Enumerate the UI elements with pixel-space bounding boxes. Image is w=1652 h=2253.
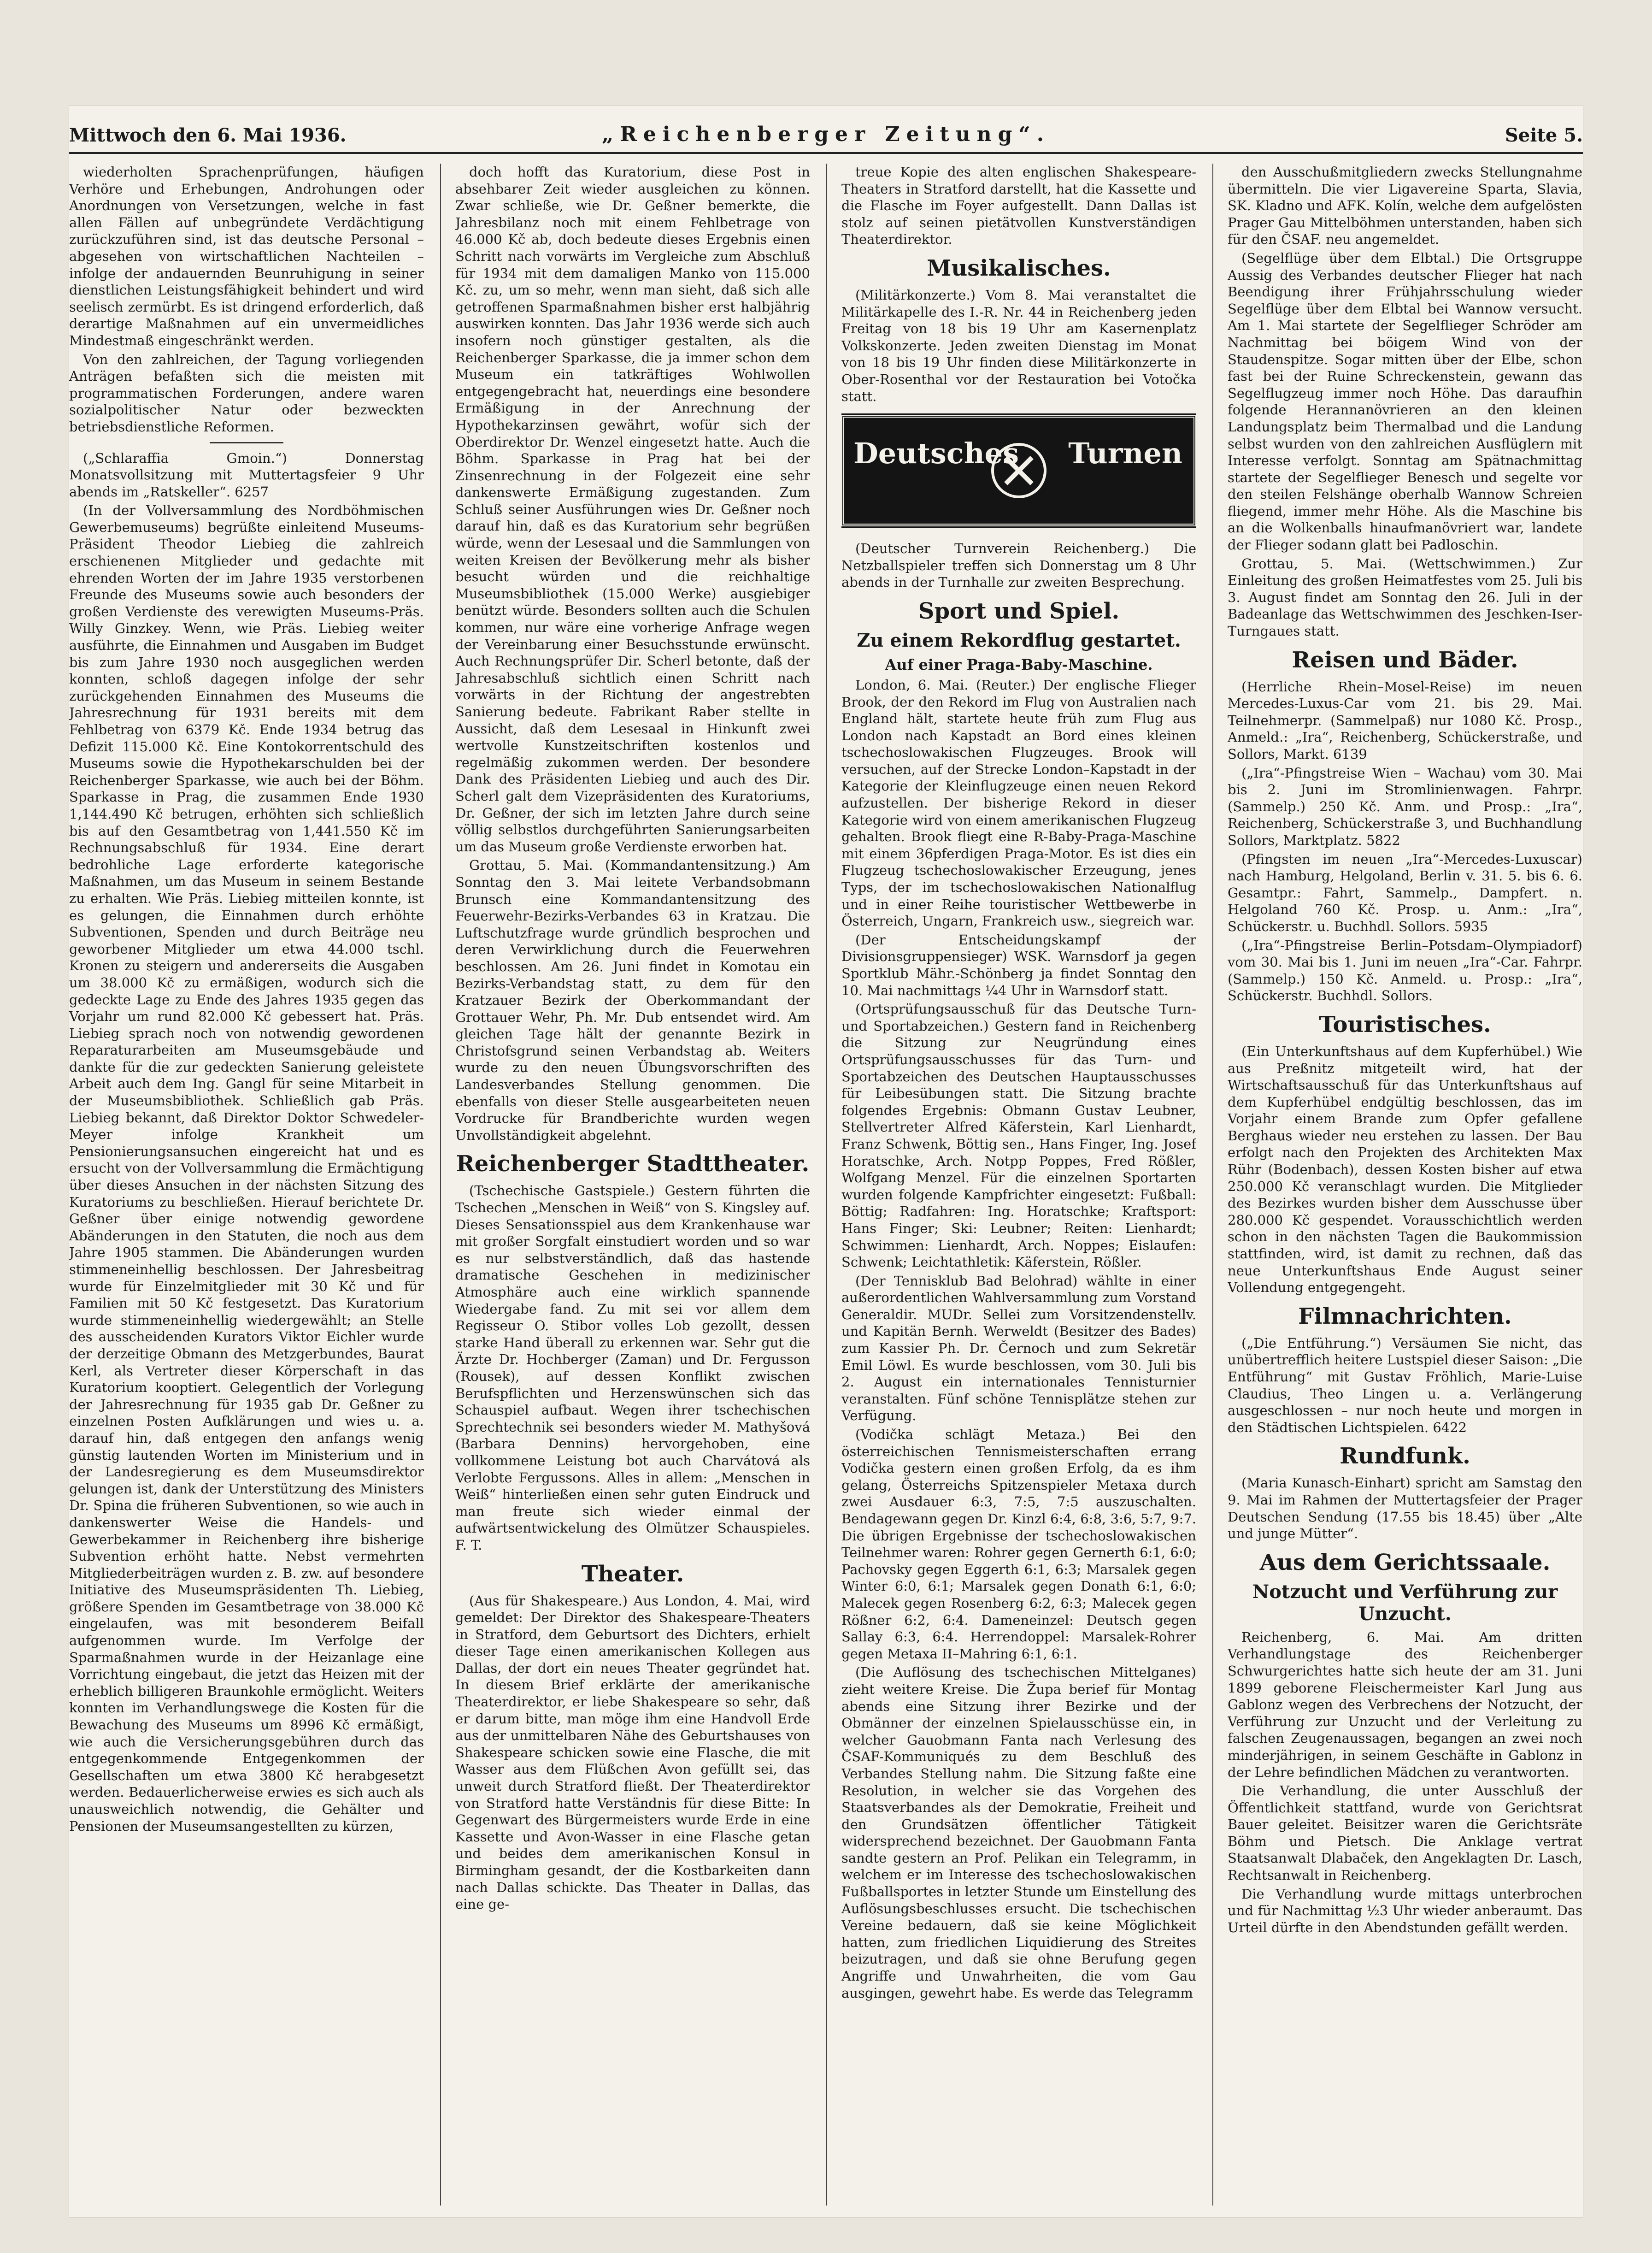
article-text: (Deutscher Turnverein Reichenberg.) Die Netzballspieler treffen sich Donnerstag um 8 Uhr abends in der Turnhalle zur zweiten Besprechung.	[841, 541, 1196, 590]
section-heading: Rundfunk.	[1340, 1443, 1470, 1469]
section-heading: Aus dem Gerichtssaale.	[1259, 1549, 1551, 1575]
article-text: (Ein Unterkunftshaus auf dem Kupferhübel.) Wie aus Preßnitz mitgeteilt wird, hat der Wirtschaftsausschuß für das Unterkunftshaus auf dem Kupferhübel endgültig beschlossen, das im Vorjahr einem Brande zum Opfer gefallene Berghaus wieder neu erstehen zu lassen. Der Bau erfolgt nach den Projekten des Architekten Max Rühr (Bodenbach), dessen Kosten bisher auf etwa 250.000 Kč veranschlagt wurden. Die Mitglieder des Bezirkes wurden bisher dem Ausschusse über 280.000 Kč gespendet. Vorausschichtlich werden schon in den nächsten Tagen die Baukommission stattfinden, wird, ist damit zu rechnen, daß das neue Unterkunftshaus Ende August seiner Vollendung entgegengeht.	[1228, 1043, 1582, 1296]
section-heading: Reisen und Bäder.	[1292, 647, 1518, 673]
article-text: („Die Entführung.“) Versäumen Sie nicht, das unübertrefflich heitere Lustspiel dieser Saison: „Die Entführung“ mit Gustav Fröhlich, Marie-Luise Claudius, Theo Lingen u. a. Verlängerung ausgeschlossen – nur noch heute und morgen in den Städtischen Lichtspielen. 6422	[1228, 1335, 1582, 1435]
travel-notice: („Ira“-Pfingstreise Berlin–Potsdam–Olympiadorf) vom 30. Mai bis 1. Juni im neuen „Ira“-Car. Fahrpr. (Sammelp.) 150 Kč. Anmeld. u. Prosp.: „Ira“, Schückerstr. Buchhdl. Sollors.	[1228, 937, 1582, 1004]
article-text: (Der Tennisklub Bad Belohrad) wählte in einer außerordentlichen Wahlversammlung zum Vorstand Generaldir. MUDr. Sellei zum Vorsitzendenstellv. und Kapitän Bernh. Werweldt (Besitzer des Bades) zum Kassier Ph. Dr. Černoch und zum Sekretär Emil Löwl. Es wurde beschlossen, vom 30. Juli bis 2. August ein internationales Tennisturnier veranstalten. Fünf schöne Tennisplätze stehen zur Verfügung.	[841, 1273, 1196, 1424]
travel-notice: („Ira“-Pfingstreise Wien – Wachau) vom 30. Mai bis 2. Juni im Stromlinienwagen. Fahrpr. (Sammelp.) 250 Kč. Anm. und Prosp.: „Ira“, Reichenberg, Schückerstraße 3, und Buchhandlung Sollors, Marktplatz. 5822	[1228, 765, 1582, 848]
article-text: treue Kopie des alten englischen Shakespeare-Theaters in Stratford darstellt, hat die Kassette und die Flasche im Foyer aufgestellt. Dann Dallas ist stolz auf seinen pietätvollen Kunstverständigen Theaterdirektor.	[841, 164, 1196, 248]
divider	[210, 442, 283, 443]
turner-cross-icon	[991, 443, 1046, 498]
article-text: (Der Entscheidungskampf der Divisionsgruppensieger) WSK. Warnsdorf ja gegen Sportklub Mähr.-Schönberg ja findet Sonntag den 10. Mai nachmittags ¼4 Uhr in Warnsdorf statt.	[841, 932, 1196, 998]
article-text: (Aus für Shakespeare.) Aus London, 4. Mai, wird gemeldet: Der Direktor des Shakespeare-Theaters in Stratford, dem Geburtsort des Dichters, erhielt dieser Tage einen amerikanischen Kollegen aus Dallas, der dort ein neues Theater gegründet hat. In diesem Brief erklärte der amerikanische Theaterdirektor, er liebe Shakespeare so sehr, daß er darum bitte, man möge ihm eine Handvoll Erde aus der unmittelbaren Nähe des Geburtshauses von Shakespeare schicken sowie eine Flasche, die mit Wasser aus dem Flüßchen Avon gefüllt sei, das unweit durch Stratford fließt. Der Theaterdirektor von Stratford hatte Verständnis für diese Bitte: In Gegenwart des Bürgermeisters wurde Erde in eine Kassette und Avon-Wasser in eine Flasche getan und beides dem amerikanischen Konsul in Birmingham gesandt, der die Kostbarkeiten dann nach Dallas schickte. Das Theater in Dallas, das eine ge-	[455, 1592, 810, 1912]
article-text: (Segelflüge über dem Elbtal.) Die Ortsgruppe Aussig des Verbandes deutscher Flieger hat nach Beendigung ihrer Frühjahrsschulung wieder Segelflüge über dem Elbtal bei Wannow versucht. Am 1. Mai startete der Segelflieger Schröder am Nachmittag bei böigem Wind von der Staudenspitze. Sogar mitten über der Elbe, schon fast bei der Ruine Schreckenstein, gewann das Segelflugzeug immer noch Höhe. Das daraufhin folgende Herannanövrieren an den kleinen Landungsplatz beim Thermalbad und die Landung selbst wurden von den zahlreichen Ausflüglern mit Interesse verfolgt. Sonntag am Spätnachmittag startete der Segelflieger Benesch und segelte vor den steilen Felshänge oberhalb Wannow Schreien fliegend, immer mehr Höhe. Als die Maschine bis an die Wolkenballs hinaufmanövriert war, landete der Flieger sodann glatt bei Padloschin.	[1228, 250, 1582, 553]
column-4	[1228, 164, 1582, 2206]
section-heading: Theater.	[581, 1561, 684, 1587]
section-heading: Reichenberger Stadttheater.	[456, 1151, 810, 1177]
newspaper-title: „Reichenberger Zeitung“.	[601, 123, 1051, 146]
issue-date: Mittwoch den 6. Mai 1936.	[69, 124, 347, 146]
article-headline: Zu einem Rekordflug gestartet.	[857, 629, 1181, 651]
article-text: Die Verhandlung, die unter Ausschluß der Öffentlichkeit stattfand, wurde von Gerichtsrat Bauer geleitet. Beisitzer waren die Gerichtsräte Böhm und Pietsch. Die Anklage vertrat Staatsanwalt Dlabaček, den Angeklagten Dr. Lasch, Rechtsanwalt in Reichenberg.	[1228, 1783, 1582, 1883]
article-text: (Tschechische Gastspiele.) Gestern führten die Tschechen „Menschen in Weiß“ von S. Kingsley auf. Dieses Sensationsspiel aus dem Krankenhause war mit großer Sorgfalt einstudiert worden und so war es nur selbstverständlich, daß das hastende dramatische Geschehen in medizinischer Atmosphäre auch eine wirklich spannende Wiedergabe fand. Zu mit sei vor allem dem Regisseur O. Stibor volles Lob gezollt, dessen starke Hand überall zu erkennen war. Sehr gut die Ärzte Dr. Hochberger (Zaman) und Dr. Fergusson (Rousek), auf dessen Konflikt zwischen Berufspflichten und Herzenswünschen sich das Schauspiel aufbaut. Wegen ihrer tschechischen Sprechtechnik sei besonders wieder M. Mathyšová (Barbara Dennins) hervorgehoben, eine vollkommene Leistung bot auch Charvátová als Verlobte Fergussons. Alles in allem: „Menschen in Weiß“ hinterließen einen sehr guten Eindruck und man freute sich wieder einmal der aufwärtsentwickelung des Olmützer Schauspieles. F. T.	[455, 1183, 810, 1553]
article-text: London, 6. Mai. (Reuter.) Der englische Flieger Brook, der den Rekord im Flug von Australien nach England hält, startete heute früh zum Flug aus London nach Kapstadt an Bord eines kleinen tschechoslowakischen Flugzeuges. Brook will versuchen, auf der Strecke London–Kapstadt in der Kategorie der Kleinflugzeuge einen neuen Rekord aufzustellen. Der bisherige Rekord in dieser Kategorie wird von einem amerikanischen Flugzeug gehalten. Brook fliegt eine R-Baby-Praga-Maschine mit einem 36pferdigen Praga-Motor. Es ist dies ein Flugzeug tschechoslowakischer Erzeugung, jenes Typs, der im tschechoslowakischen Nationalflug und in einer Reihe touristischer Wettbewerbe in Österreich, Ungarn, Frankreich usw., siegreich war.	[841, 677, 1196, 929]
section-heading: Touristisches.	[1319, 1011, 1491, 1038]
article-text: den Ausschußmitgliedern zwecks Stellungnahme übermitteln. Die vier Ligavereine Sparta, Slavia, SK. Kladno und AFK. Kolín, welche dem aufgelösten Prager Gau Mittelböhmen unterstanden, haben sich für den ČSAF. neu angemeldet.	[1228, 164, 1582, 248]
article-text: doch hofft das Kuratorium, diese Post in absehbarer Zeit wieder ausgleichen zu können. Zwar schließe, wie Dr. Geßner bemerkte, die Jahresbilanz noch mit einem Fehlbetrage von 46.000 Kč ab, doch bedeute dieses Ergebnis einen Schritt nach vorwärts im Vergleiche zum Abschluß für 1934 mit dem damaligen Manko von 115.000 Kč. zu, um so mehr, wenn man sieht, daß sich alle getroffenen Sparmaßnahmen bisher erst halbjährig auswirken konnten. Das Jahr 1936 werde sich auch insofern noch günstiger gestalten, als die Reichenberger Sparkasse, die ja immer schon dem Museum ein tatkräftiges Wohlwollen entgegengebracht hat, neuerdings eine besondere Ermäßigung in der Anrechnung der Hypothekarzinsen gewährt, wofür sich der Oberdirektor Dr. Wenzel eingesetzt hatte. Auch die Böhm. Sparkasse in Prag hat bei der Zinsenrechnung in der Folgezeit eine sehr dankenswerte Ermäßigung zugestanden. Zum Schluß seiner Ausführungen wies Dr. Geßner noch darauf hin, daß es das Kuratorium sehr begrüßen würde, wenn der Lesesaal und die Sammlungen von weiten Kreisen der Bevölkerung mehr als bisher besucht würden und die reichhaltige Museumsbibliothek (15.000 Werke) ausgiebiger benützt würde. Besonders sollten auch die Schulen kommen, nur wäre eine vorherige Anfrage wegen der Vereinbarung einer Besuchsstunde erwünscht. Auch Rechnungsprüfer Dir. Scherl betonte, daß der Jahresabschluß sichtlich einen Schritt nach vorwärts in der Richtung der angestrebten Sanierung bedeute. Fabrikant Raber stellte in Aussicht, daß dem Lesesaal in Hinkunft zwei wertvolle Kunstzeitschriften kostenlos und regelmäßig zukommen werden. Der besondere Dank des Präsidenten Liebieg und auch des Dir. Scherl galt dem Vizepräsidenten des Kuratoriums, Dr. Geßner, der sich im letzten Jahre durch seine völlig selbstlos durchgeführten Sanierungsarbeiten um das Museum große Verdienste erworben hat.	[455, 164, 810, 855]
section-heading: Sport und Spiel.	[918, 598, 1120, 624]
banner-word-left: Deutsches	[853, 436, 1019, 471]
article-text: (Vodička schlägt Metaza.) Bei den österreichischen Tennismeisterschaften errang Vodička gestern einen großen Erfolg, da es ihm gelang, Österreichs Spitzenspieler Metaxa durch zwei Ausdauer 6:3, 7:5, 7:5 auszuschalten. Bendagewann gegen Dr. Kinzl 6:4, 6:8, 3:6, 5:7, 9:7. Die übrigen Ergebnisse der tschechoslowakischen Teilnehmer waren: Rohrer gegen Gernerth 6:1, 6:0; Pachovsky gegen Eggerth 6:1, 6:3; Marsalek gegen Winter 6:0, 6:1; Marsalek gegen Donath 6:1, 6:0; Malecek gegen Rosenberg 6:2, 6:3; Malecek gegen Rößner 6:2, 6:4. Dameneinzel: Deutsch gegen Sallay 6:3, 6:4. Herrendoppel: Marsalek-Rohrer gegen Metaxa II–Mahring 6:1, 6:1.	[841, 1427, 1196, 1662]
masthead	[69, 120, 1583, 152]
column-separator	[1212, 164, 1213, 2206]
article-headline: Notzucht und Verführung zur Unzucht.	[1252, 1581, 1558, 1625]
banner-word-right: Turnen	[1068, 436, 1182, 471]
article-text: Grottau, 5. Mai. (Kommandantensitzung.) Am Sonntag den 3. Mai leitete Verbandsobmann Brunsch eine Kommandantensitzung des Feuerwehr-Bezirks-Verbandes 63 in Kratzau. Die Luftschutzfrage wurde gründlich besprochen und deren Verwirklichung durch die Feuerwehren beschlossen. Am 26. Juni findet in Komotau ein Bezirks-Verbandstag statt, zu dem für den Kratzauer Bezirk der Oberkommandant der Grottauer Wehr, Ph. Mr. Dub entsendet wird. Am gleichen Tage hält der genannte Bezirk in Christofsgrund seinen Verbandstag ab. Weiters wurde zu den neuen Übungsvorschriften des Landesverbandes Stellung genommen. Die ebenfalls von dieser Stelle ausgearbeiteten neuen Vordrucke für Brandberichte wurden wegen Unvollständigkeit abgelehnt.	[455, 857, 810, 1143]
article-text: wiederholten Sprachenprüfungen, häufigen Verhöre und Erhebungen, Androhungen oder Anordnungen von Versetzungen, welche in fast allen Fällen auf unbegründete Verdächtigung zurückzuführen sind, ist das deutsche Personal – abgesehen von wirtschaftlichen Nachteilen – infolge der andauernden Beunruhigung in seiner dienstlichen Leistungsfähigkeit behindert und wird seelisch zermürbt. Es ist dringend erforderlich, daß derartige Maßnahmen auf ein unvermeidliches Mindestmaß eingeschränkt werden.	[69, 164, 424, 348]
column-2	[455, 164, 810, 2206]
article-text: (Die Auflösung des tschechischen Mittelganes) zieht weitere Kreise. Die Župa berief für Montag abends eine Sitzung ihrer Bezirke und der Obmänner der einzelnen Spielausschüsse ein, in welcher Gauobmann Fanta nach Verlesung des ČSAF-Kommuniqués zu dem Beschluß des Verbandes Stellung nahm. Die Sitzung faßte eine Resolution, in welcher sie das Vorgehen des Staatsverbandes als der Demokratie, Freiheit und den Grundsätzen öffentlicher Tätigkeit widersprechend bezeichnet. Der Gauobmann Fanta sandte gestern an Prof. Pelikan ein Telegramm, in welchem er im Interesse des tschechoslowakischen Fußballsportes in letzter Stunde um Einstellung des Auflösungsbeschlusses ersucht. Die tschechischen Vereine bedauern, daß sie keine Möglichkeit hatten, zum friedlichen Liquidierung des Streites beizutragen, und daß sie ohne Berufung gegen Angriffe und Unwahrheiten, die vom Gau ausgingen, gewehrt habe. Es werde das Telegramm	[841, 1664, 1196, 2001]
deutsches-turnen-banner	[841, 415, 1196, 526]
column-1	[69, 164, 424, 2206]
travel-notice: (Pfingsten im neuen „Ira“-Mercedes-Luxuscar) nach Hamburg, Helgoland, Berlin v. 31. 5. bis 6. 6. Gesamtpr.: Fahrt, Sammelp., Dampfert. n. Helgoland 760 Kč. Prosp. u. Anm.: „Ira“, Schückerstr. u. Buchhdl. Sollors. 5935	[1228, 851, 1582, 934]
article-text: (Ortsprüfungsausschuß für das Deutsche Turn- und Sportabzeichen.) Gestern fand in Reichenberg die Sitzung zur Neugründung eines Ortsprüfungsausschusses für das Turn- und Sportabzeichen des Deutschen Hauptausschusses für Leibesübungen statt. Die Sitzung brachte folgendes Ergebnis: Obmann Gustav Leubner, Stellvertreter Alfred Käferstein, Karl Lienhardt, Franz Schwenk, Böttig sen., Hans Finger, Ing. Josef Horatschke, Arch. Notpp Poppes, Fred Rößler, Wolfgang Menzel. Für die einzelnen Sportarten wurden folgende Kampfrichter eingesetzt: Fußball: Böttig; Radfahren: Ing. Horatschke; Kraftsport: Hans Finger; Ski: Leubner; Reiten: Lienhardt; Schwimmen: Lienhardt, Arch. Noppes; Eislaufen: Schwenk; Leichtathletik: Käferstein, Rößler.	[841, 1001, 1196, 1270]
newspaper-page	[69, 106, 1583, 2217]
article-text: Reichenberg, 6. Mai. Am dritten Verhandlungstage des Reichenberger Schwurgerichtes hatte sich heute der am 31. Juni 1899 geborene Fleischermeister Karl Jung aus Gablonz wegen des Verbrechens der Notzucht, der Verführung zur Unzucht und der Verleitung zu falschen Zeugenaussagen, begangen an zwei noch minderjährigen, in seinem Geschäfte in Gablonz in der Lehre befindlichen Mädchen zu verantworten.	[1228, 1629, 1582, 1780]
article-text: Grottau, 5. Mai. (Wettschwimmen.) Zur Einleitung des großen Heimatfestes vom 25. Juli bis 3. August findet am Sonntag den 26. Juli in der Badeanlage das Wettschwimmen des Jeschken-Iser-Turngaues statt.	[1228, 555, 1582, 639]
column-3	[841, 164, 1196, 2206]
travel-notice: (Herrliche Rhein–Mosel-Reise) im neuen Mercedes-Luxus-Car vom 21. bis 29. Mai. Teilnehmerpr. (Sammelpaß) nur 1080 Kč. Prosp., Anmeld.: „Ira“, Reichenberg, Schückerstraße, und Sollors, Markt. 6139	[1228, 678, 1582, 762]
article-text: (In der Vollversammlung des Nordböhmischen Gewerbemuseums) begrüßte einleitend Museums-Präsident Theodor Liebieg die zahlreich erschienenen Mitglieder und gedachte mit ehrenden Worten der im Jahre 1935 verstorbenen Freunde des Museums sowie auch besonders der großen Verdienste des verewigten Museums-Präs. Willy Ginzkey. Wenn, wie Präs. Liebieg weiter ausführte, die Einnahmen und Ausgaben im Budget bis zum Jahre 1930 noch ausgeglichen werden konnten, schloß dagegen infolge der sehr zurückgehenden Einnahmen des Museums die Jahresrechnung für 1931 bereits mit dem Fehlbetrag von 6379 Kč. Ende 1934 betrug das Defizit 115.000 Kč. Eine Kontokorrentschuld des Museums sowie die Hypothekarschulden bei der Reichenberger Sparkasse, wie auch bei der Böhm. Sparkasse in Prag, die zusammen Ende 1930 1,144.490 Kč betrugen, erhöhten sich schließlich bis auf den Gesamtbetrag von 1,441.550 Kč im Rechnungsabschluß für 1934. Eine derart bedrohliche Lage erforderte kategorische Maßnahmen, um das Museum in seinem Bestande zu erhalten. Wie Präs. Liebieg mitteilen konnte, ist es gelungen, die Einnahmen durch erhöhte Subventionen, Spenden und durch Beiträge neu geworbener Mitglieder um etwa 44.000 tschl. Kronen zu steigern und andererseits die Ausgaben um 38.000 Kč zu ermäßigen, wodurch sich die gedeckte Lage zu Ende des Jahres 1935 gegen das Vorjahr um rund 82.000 Kč gebessert hat. Präs. Liebieg sprach noch von notwendig gewordenen Reparaturarbeiten am Museumsgebäude und dankte für die zur gedeckten Sanierung geleistete Arbeit auch dem Ing. Gangl für seine Mitarbeit in der Museumsbibliothek. Schließlich gab Präs. Liebieg bekannt, daß Direktor Doktor Schwedeler-Meyer infolge Krankheit um Pensionierungsansuchen eingereicht hat und es ersucht von der Vollversammlung die Ermächtigung über dieses Ansuchen in der nächsten Sitzung des Kuratoriums zu beschließen. Hierauf berichtete Dr. Geßner über einige notwendig gewordene Abänderungen in den Statuten, die noch aus dem Jahre 1905 stammen. Die Abänderungen wurden stimmeneinhellig beschlossen. Der Jahresbeitrag wurde für Einzelmitglieder mit 30 Kč und für Familien mit 50 Kč festgesetzt. Das Kuratorium wurde stimmeneinhellig wiedergewählt; an Stelle des ausscheidenden Kurators Viktor Eichler wurde der derzeitige Obmann des Metzgerbundes, Baurat Kerl, als Vertreter dieser Körperschaft in das Kuratorium kooptiert. Gelegentlich der Vorlegung der Jahresrechnung für 1935 gab Dr. Geßner zu einzelnen Posten Aufklärungen und wies u. a. darauf hin, daß entgegen den anfangs wenig günstig lautenden Worten im Ministerium und in der Landesregierung es dem Museumsdirektor gelungen ist, dank der Unterstützung des Ministers Dr. Spina die früheren Subventionen, so wie auch in dankenswerter Weise die Handels- und Gewerbekammer in Reichenberg ihre bisherige Subvention erhöht hatte. Nebst vermehrten Mitgliederbeiträgen wurden z. B. zw. auf besondere Initiative des Museumspräsidenten Th. Liebieg, größere Spenden im Gesamtbetrage von 38.000 Kč eingelaufen, was mit besonderem Beifall aufgenommen wurde. Im Verfolge der Sparmaßnahmen wurde in der Heizanlage eine Vorrichtung eingebaut, die jetzt das Heizen mit der erheblich billigeren Braunkohle ermöglicht. Weiters konnten im Verhandlungswege die Kosten für die Bewachung des Museums um 8996 Kč ermäßigt, wie auch die Versicherungsgebühren durch das entgegenkommende Entgegenkommen der Gesellschaften um etwa 3800 Kč herabgesetzt werden. Bedauerlicherweise erwies es sich auch als unausweichlich notwendig, die Gehälter und Pensionen der Museumsangestellten zu kürzen,	[69, 502, 424, 1834]
article-text: Von den zahlreichen, der Tagung vorliegenden Anträgen befaßten sich die meisten mit programmatischen Forderungen, andere waren sozialpolitischer Natur oder bezweckten betriebsdienstliche Reformen.	[69, 351, 424, 435]
section-heading: Musikalisches.	[927, 255, 1111, 281]
notice-text: („Schlaraffia Gmoin.“) Donnerstag Monatsvollsitzung mit Muttertagsfeier 9 Uhr abends im „Ratskeller“. 6257	[69, 450, 424, 500]
article-text: Die Verhandlung wurde mittags unterbrochen und für Nachmittag ½3 Uhr wieder anberaumt. Das Urteil dürfte in den Abendstunden gefällt werden.	[1228, 1886, 1582, 1935]
page-number: Seite 5.	[1505, 124, 1583, 146]
section-heading: Filmnachrichten.	[1298, 1303, 1512, 1329]
article-text: (Maria Kunasch-Einhart) spricht am Samstag den 9. Mai im Rahmen der Muttertagsfeier der Prager Deutschen Sendung (17.55 bis 18.45) über „Alte und junge Mütter“.	[1228, 1475, 1582, 1542]
column-separator	[440, 164, 441, 2206]
article-text: (Militärkonzerte.) Vom 8. Mai veranstaltet die Militärkapelle des I.-R. Nr. 44 in Reichenberg jeden Freitag von 18 bis 19 Uhr am Kasernenplatz Volkskonzerte. Jeden zweiten Dienstag im Monat von 18 bis 19 Uhr finden diese Militärkonzerte in Ober-Rosenthal vor der Restauration bei Votočka statt.	[841, 287, 1196, 404]
masthead-rule	[69, 152, 1583, 154]
column-separator	[826, 164, 827, 2206]
article-subheadline: Auf einer Praga-Baby-Maschine.	[885, 655, 1153, 673]
